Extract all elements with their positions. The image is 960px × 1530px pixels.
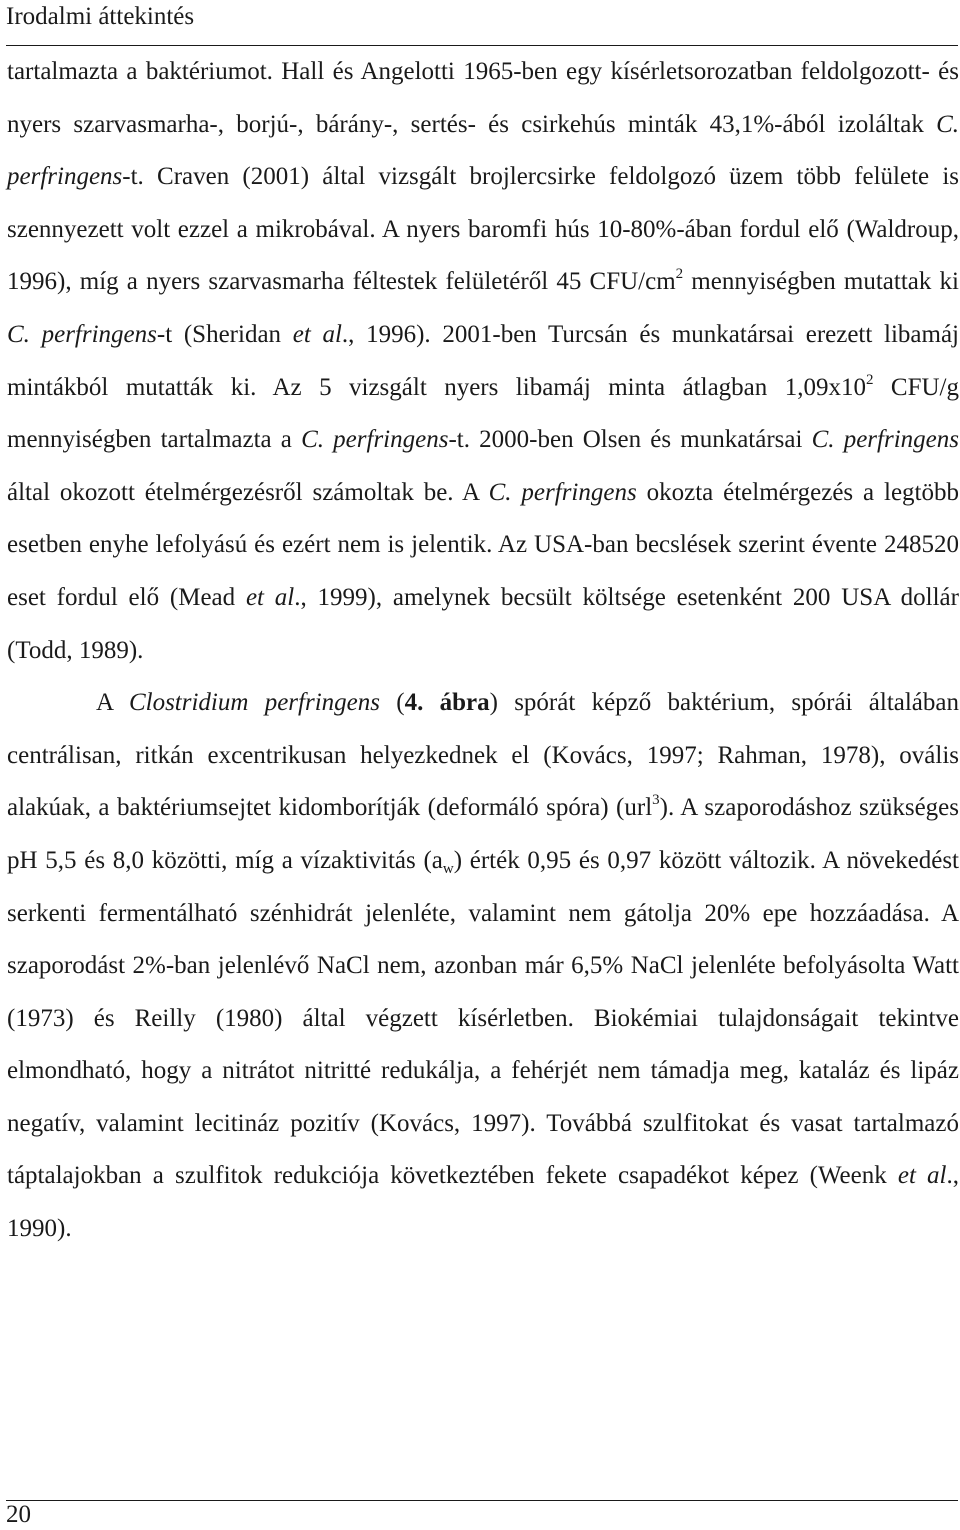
paragraph-clostridium: [7, 677, 959, 1256]
text-run: ., 1990).: [7, 1162, 959, 1243]
text-run: C. perfringens: [488, 478, 637, 506]
text-run: 2: [865, 371, 874, 388]
text-run: A: [96, 689, 129, 717]
main-text: [7, 46, 959, 1256]
text-run: mennyiségben mutattak ki: [683, 268, 959, 296]
text-run: et al: [245, 583, 295, 611]
text-run: et al: [897, 1162, 947, 1190]
text-run: által okozott ételmérgezésről számoltak be. A: [7, 478, 489, 506]
text-run: C. perfringens: [811, 426, 959, 454]
text-run: -t (Sheridan: [156, 320, 293, 348]
paragraph-continuation: [7, 46, 959, 677]
text-run: ) spórát képző baktérium, spórái általában centrálisan, ritkán excentrikusan helyezkednek el (Kovács, 1997; Rahman, 1978), ovális alakúak, a baktériumsejtet kidomborítják (deformáló spóra) (url: [7, 689, 960, 822]
text-run: C. perfringens: [301, 426, 449, 454]
text-run: ., 1999), amelynek becsült költsége esetenként 200 USA dollár (Todd, 1989).: [7, 583, 959, 664]
text-run: C. perfringens: [7, 110, 959, 191]
footer-rule: [6, 1500, 958, 1501]
text-run: 4. ábra: [404, 689, 490, 717]
text-run: 2: [675, 266, 684, 283]
text-run: tartalmazta a baktériumot. Hall és Angelotti 1965-ben egy kísérletsorozatban feldolgozott- és nyers szarvasmarha-, borjú-, bárány-, sertés- és csirkehús minták 43,1%-ából izoláltak: [7, 58, 959, 138]
text-run: w: [442, 860, 454, 877]
text-run: Clostridium perfringens: [128, 689, 380, 717]
text-run: ., 1996). 2001-ben Turcsán és munkatársai erezett libamáj mintákból mutatták ki. Az 5 vizsgált nyers libamáj minta átlagban 1,09x10: [7, 320, 959, 401]
text-run: (: [379, 689, 405, 717]
page-number: 20: [6, 1501, 31, 1528]
text-run: ). A szaporodáshoz szükséges pH 5,5 és 8,0 közötti, míg a vízaktivitás (a: [7, 794, 960, 874]
text-run: -t. Craven (2001) által vizsgált brojlercsirke feldolgozó üzem több felülete is szennyezett volt ezzel a mikrobával. A nyers baromfi hús 10-80%-ában fordul elő (Waldroup, 1996), míg a nyers szarvasmarha féltestek felületéről 45 CFU/cm: [7, 163, 959, 296]
text-run: -t. 2000-ben Olsen és munkatársai: [448, 426, 812, 454]
text-run: CFU/g mennyiségben tartalmazta a: [7, 373, 959, 454]
text-run: okozta ételmérgezés a legtöbb esetben enyhe lefolyású és ezért nem is jelentik. Az USA-ban becslések szerint évente 248520 eset fordul elő (Mead: [7, 478, 959, 611]
text-run: ) érték 0,95 és 0,97 között változik. A növekedést serkenti fermentálható szénhidrát jelenléte, valamint nem gátolja 20% epe hozzáadása. A szaporodást 2%-ban jelenlévő NaCl nem, azonban már 6,5% NaCl jelenléte befolyásolta Watt (1973) és Reilly (1980) által végzett kísérletben. Biokémiai tulajdonságait tekintve elmondható, hogy a nitrátot nitritté redukálja, a fehérjét nem támadja meg, kataláz és lipáz negatív, valamint lecitináz pozitív (Kovács, 1997). Továbbá szulfitokat és vasat tartalmazó táptalajokban a szulfitok redukciója következtében fekete csapadékot képez (Weenk: [7, 846, 960, 1190]
text-run: C. perfringens: [7, 320, 157, 348]
text-run: et al: [292, 320, 342, 348]
running-head: Irodalmi áttekintés: [6, 3, 195, 30]
text-run: 3: [652, 792, 660, 809]
